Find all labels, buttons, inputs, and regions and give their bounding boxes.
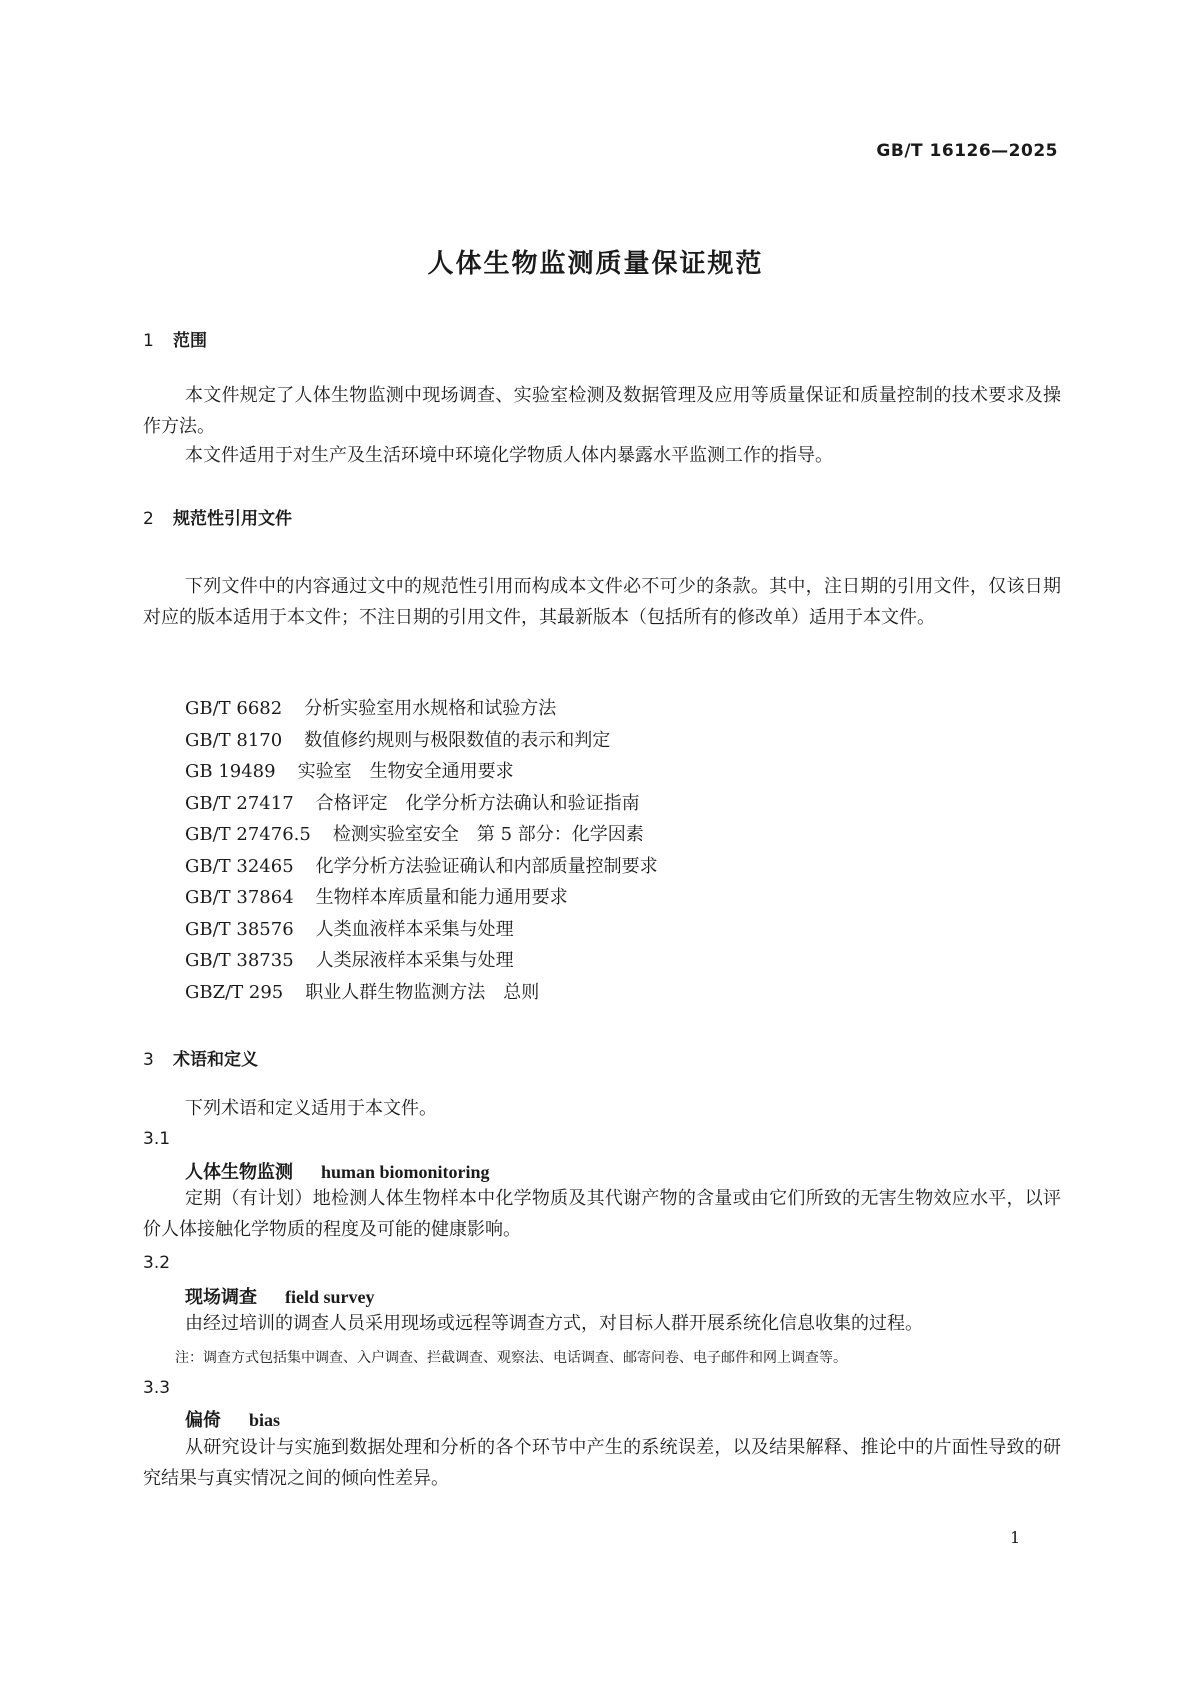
- section-heading-scope: [143, 326, 207, 351]
- reference-title: 合格评定 化学分析方法确认和验证指南: [315, 792, 640, 814]
- document-title: 人体生物监测质量保证规范: [427, 249, 764, 279]
- section-heading-terms-and-definitions: [143, 1045, 258, 1070]
- reference-title: 检测实验室安全 第 5 部分：化学因素: [332, 824, 644, 845]
- scope-paragraph-1: 本文件规定了人体生物监测中现场调查、实验室检测及数据管理及应用等质量保证和质量控制的技术要求及操作方法。: [143, 385, 1061, 437]
- reference-code: GB/T 38576: [185, 918, 294, 940]
- term-heading: [185, 1283, 375, 1309]
- term-note: 注：调查方式包括集中调查、入户调查、拦截调查、观察法、电话调查、邮寄问卷、电子邮件和网上调查等。: [175, 1350, 847, 1366]
- term-heading: [185, 1406, 280, 1432]
- section-number: 3: [143, 1050, 154, 1070]
- term-heading: [185, 1158, 490, 1184]
- section-number: 2: [143, 509, 154, 529]
- reference-code: GB/T 37864: [185, 887, 294, 908]
- page-number: 1: [1010, 1528, 1021, 1547]
- reference-item: [185, 725, 658, 757]
- reference-code: GB/T 32465: [185, 855, 294, 877]
- reference-code: GB 19489: [185, 761, 276, 782]
- term-number: 3.2: [143, 1253, 171, 1273]
- reference-item: [185, 977, 658, 1009]
- term-definition: 从研究设计与实施到数据处理和分析的各个环节中产生的系统误差，以及结果解释、推论中的片面性导致的研究结果与真实情况之间的倾向性差异。: [143, 1437, 1061, 1489]
- reference-item: [185, 914, 658, 946]
- reference-item: [185, 693, 658, 725]
- reference-code: GB/T 6682: [185, 698, 283, 719]
- reference-item: [185, 945, 658, 977]
- reference-title: 数值修约规则与极限数值的表示和判定: [304, 729, 611, 751]
- term-zh: 现场调查: [185, 1287, 257, 1308]
- term-definition: 由经过培训的调查人员采用现场或远程等调查方式，对目标人群开展系统化信息收集的过程。: [185, 1313, 923, 1334]
- reference-code: GB/T 38735: [185, 950, 294, 971]
- section-heading-normative-references: [143, 504, 292, 529]
- reference-item: [185, 851, 658, 883]
- reference-title: 职业人群生物监测方法 总则: [305, 981, 540, 1003]
- term-number: 3.1: [143, 1129, 171, 1149]
- term-definition: 定期（有计划）地检测人体生物样本中化学物质及其代谢产物的含量或由它们所致的无害生物效应水平，以评价人体接触化学物质的程度及可能的健康影响。: [143, 1188, 1061, 1240]
- term-number: 3.3: [143, 1378, 171, 1398]
- reference-item: [185, 819, 658, 851]
- reference-item: [185, 756, 658, 788]
- reference-title: 实验室 生物安全通用要求: [297, 761, 514, 782]
- reference-list: [185, 693, 658, 1008]
- document-code: GB/T 16126—2025: [876, 141, 1058, 161]
- section-number: 1: [143, 331, 154, 351]
- reference-title: 化学分析方法验证确认和内部质量控制要求: [315, 855, 658, 877]
- references-intro-paragraph: 下列文件中的内容通过文中的规范性引用而构成本文件必不可少的条款。其中，注日期的引用文件，仅该日期对应的版本适用于本文件；不注日期的引用文件，其最新版本（包括所有的修改单）适用于本文件。: [143, 576, 1061, 628]
- section-title: 术语和定义: [173, 1050, 258, 1070]
- reference-title: 人类尿液样本采集与处理: [315, 950, 514, 971]
- reference-item: [185, 788, 658, 820]
- term-zh: 人体生物监测: [185, 1162, 293, 1183]
- reference-code: GB/T 27417: [185, 792, 294, 814]
- section-title: 规范性引用文件: [173, 509, 292, 529]
- scope-paragraph-2: 本文件适用于对生产及生活环境中环境化学物质人体内暴露水平监测工作的指导。: [185, 445, 833, 466]
- section-title: 范围: [173, 331, 207, 351]
- reference-code: GB/T 8170: [185, 729, 283, 751]
- term-en: human biomonitoring: [321, 1162, 490, 1182]
- reference-title: 分析实验室用水规格和试验方法: [304, 698, 557, 719]
- term-en: bias: [249, 1410, 281, 1430]
- reference-code: GBZ/T 295: [185, 981, 284, 1003]
- reference-title: 人类血液样本采集与处理: [315, 918, 514, 940]
- reference-item: [185, 882, 658, 914]
- term-en: field survey: [285, 1287, 375, 1307]
- reference-title: 生物样本库质量和能力通用要求: [315, 887, 568, 908]
- term-zh: 偏倚: [185, 1410, 221, 1431]
- terms-intro-paragraph: 下列术语和定义适用于本文件。: [185, 1098, 437, 1119]
- reference-code: GB/T 27476.5: [185, 824, 311, 845]
